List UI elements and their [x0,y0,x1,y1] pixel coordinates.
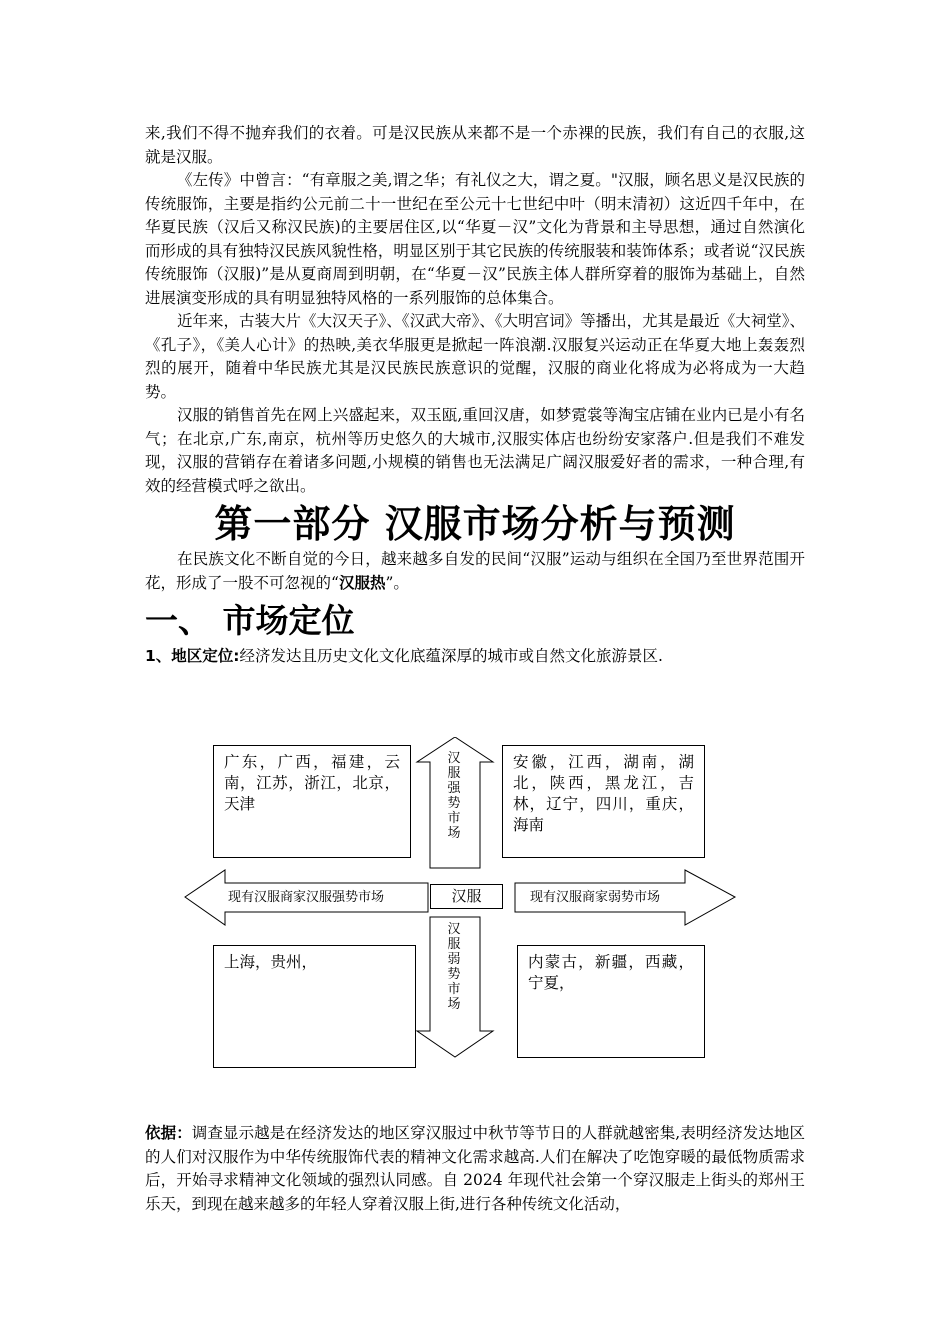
strong-region-box-top-left: 广东，广西，福建，云南，江苏，浙江，北京，天津 [213,745,411,858]
center-hanfu-label [430,884,503,909]
center-text: 汉服 [451,887,482,905]
arrow-up-label: 汉服强势市场 [447,751,461,841]
arrow-down-label: 汉服弱势市场 [447,922,461,1012]
part-title: 第一部分 汉服市场分析与预测 [214,502,736,546]
part-lead-paragraph [145,548,805,595]
basis-section [145,1122,805,1216]
document-body [145,122,805,669]
basis-paragraph [145,1122,805,1216]
part-lead-end: ”。 [385,573,409,592]
basis-label: 依据： [145,1124,192,1142]
part-lead-emphasis: 汉服热 [338,573,386,592]
region-text: 经济发达且历史文化文化底蕴深厚的城市或自然文化旅游景区. [239,647,663,665]
region-label: 1、地区定位: [145,647,240,665]
arrow-right-label: 现有汉服商家弱势市场 [530,890,661,905]
intro-paragraph-3: 近年来，古装大片《大汉天子》、《汉武大帝》、《大明宫词》等播出，尤其是最近《大祠堂》、《孔子》，《美人心计》的热映,美衣华服更是掀起一阵浪潮.汉服复兴运动正在华夏大地上轰轰烈烈的展开，随着中华民族尤其是汉民族民族意识的觉醒，汉服的商业化将成为必将成为一大趋势。 [145,312,805,401]
strong-merchant-box-bottom-left: 上海，贵州， [213,945,416,1068]
region-positioning [145,645,805,669]
weak-region-box-top-right: 安徽，江西，湖南，湖北，陕西，黑龙江，吉林，辽宁，四川，重庆，海南 [502,745,705,858]
arrow-left-label: 现有汉服商家汉服强势市场 [228,890,385,905]
section-title: 一、 市场定位 [145,601,355,640]
part-lead-text: 在民族文化不断自觉的今日，越来越多自发的民间“汉服”运动与组织在全国乃至世界范围开花，形成了一股不可忽视的“ [145,550,805,592]
intro-paragraph-2: 《左传》中曾言：“有章服之美,谓之华；有礼仪之大，谓之夏。"汉服，顾名思义是汉民族的传统服饰，主要是指约公元前二十一世纪在至公元十七世纪中叶（明末清初）这近四千年中，在华夏民族（汉后又称汉民族)的主要居住区,以“华夏－汉”文化为背景和主导思想，通过自然演化而形成的具有独特汉民族风貌性格，明显区别于其它民族的传统服装和装饰体系；或者说“汉民族传统服饰（汉服)”是从夏商周到明朝，在“华夏－汉”民族主体人群所穿着的服饰为基础上，自然进展演变形成的具有明显独特风格的一系列服饰的总体集合。 [145,171,805,307]
intro-paragraph-1: 来,我们不得不抛弃我们的衣着。可是汉民族从来都不是一个赤裸的民族，我们有自己的衣服,这就是汉服。 [145,124,805,166]
intro-paragraph-4: 汉服的销售首先在网上兴盛起来，双玉瓯,重回汉唐，如梦霓裳等淘宝店铺在业内已是小有名气；在北京,广东,南京，杭州等历史悠久的大城市,汉服实体店也纷纷安家落户.但是我们不难发现，汉服的营销存在着诸多问题,小规模的销售也无法满足广阔汉服爱好者的需求，一种合理,有效的经营模式呼之欲出。 [145,406,805,495]
basis-text: 调查显示越是在经济发达的地区穿汉服过中秋节等节日的人群就越密集,表明经济发达地区的人们对汉服作为中华传统服饰代表的精神文化需求越高.人们在解决了吃饱穿暖的最低物质需求后，开始寻求精神文化领域的强烈认同感。自 2024 年现代社会第一个穿汉服走上街头的郑州王乐天，到现在越来越多的年轻人穿着汉服上街,进行各种传统文化活动， [145,1124,805,1213]
weak-merchant-box-bottom-right: 内蒙古，新疆，西藏，宁夏， [517,945,705,1058]
market-positioning-diagram [145,737,745,1067]
